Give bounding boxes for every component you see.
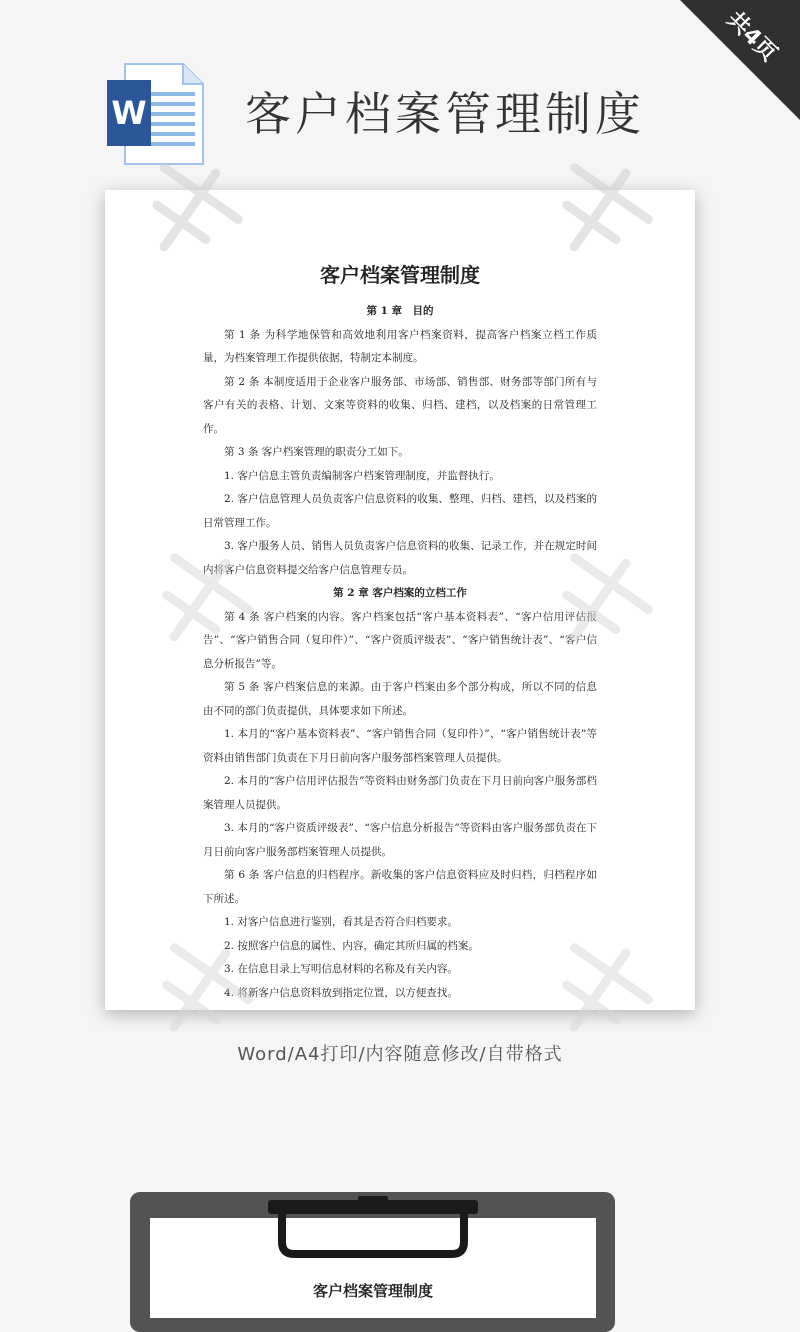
paragraph: 3. 本月的“客户资质评级表”、“客户信息分析报告”等资料由客户服务部负责在下月日前向客户服务部档案管理人员提供。: [203, 822, 597, 858]
chapter-heading: 第 2 章 客户档案的立档工作: [333, 587, 467, 599]
paragraph: 第 4 条 客户档案的内容。客户档案包括“客户基本资料表”、“客户信用评估报告”、“客户销售合同（复印件）”、“客户资质评级表”、“客户销售统计表”、“客户信息分析报告”等。: [203, 610, 597, 670]
chapter-heading: 第 1 章 目的: [366, 305, 434, 317]
paragraph: 第 2 条 本制度适用于企业客户服务部、市场部、销售部、财务部等部门所有与客户有关的表格、计划、文案等资料的收集、归档、建档，以及档案的日常管理工作。: [203, 375, 597, 435]
paragraph: 1. 本月的“客户基本资料表”、“客户销售合同（复印件）”、“客户销售统计表”等资料由销售部门负责在下月日前向客户服务部档案管理人员提供。: [203, 728, 597, 764]
header-title: 客户档案管理制度: [245, 87, 645, 141]
document-page: [105, 190, 695, 1010]
word-document-icon: [105, 62, 205, 166]
paragraph: 第 6 条 客户信息的归档程序。新收集的客户信息资料应及时归档，归档程序如下所述。: [203, 869, 597, 905]
paragraph: 1. 客户信息主管负责编制客户档案管理制度，并监督执行。: [224, 469, 500, 482]
paragraph: 3. 在信息目录上写明信息材料的名称及有关内容。: [224, 963, 458, 975]
paragraph: 第 3 条 客户档案管理的职责分工如下。: [224, 446, 409, 458]
document-title: 客户档案管理制度: [320, 263, 480, 287]
paragraph: 2. 本月的“客户信用评估报告”等资料由财务部门负责在下月日前向客户服务部档案管理人员提供。: [203, 775, 597, 811]
paragraph: 第 1 条 为科学地保管和高效地利用客户档案资料，提高客户档案立档工作质量，为档案管理工作提供依据，特制定本制度。: [203, 328, 597, 364]
clipboard-clip-icon: [268, 1196, 478, 1258]
clipboard-paper-title: 客户档案管理制度: [312, 1282, 433, 1300]
svg-text:W: W: [111, 94, 147, 132]
paragraph: 2. 按照客户信息的属性、内容，确定其所归属的档案。: [224, 939, 479, 952]
page-count-label: 共4页: [721, 7, 782, 67]
document-body: [203, 300, 597, 1005]
paragraph: 第 5 条 客户档案信息的来源。由于客户档案由多个部分构成，所以不同的信息由不同的部门负责提供，具体要求如下所述。: [203, 681, 597, 717]
format-subtitle: Word/A4打印/内容随意修改/自带格式: [237, 1044, 563, 1065]
paragraph: 2. 客户信息管理人员负责客户信息资料的收集、整理、归档、建档，以及档案的日常管理工作。: [203, 493, 597, 529]
paragraph: 4. 将新客户信息资料放到指定位置，以方便查找。: [224, 986, 458, 999]
paragraph: 1. 对客户信息进行鉴别，看其是否符合归档要求。: [224, 916, 458, 928]
paragraph: 3. 客户服务人员、销售人员负责客户信息资料的收集、记录工作，并在规定时间内将客户信息资料提交给客户信息管理专员。: [203, 540, 597, 576]
